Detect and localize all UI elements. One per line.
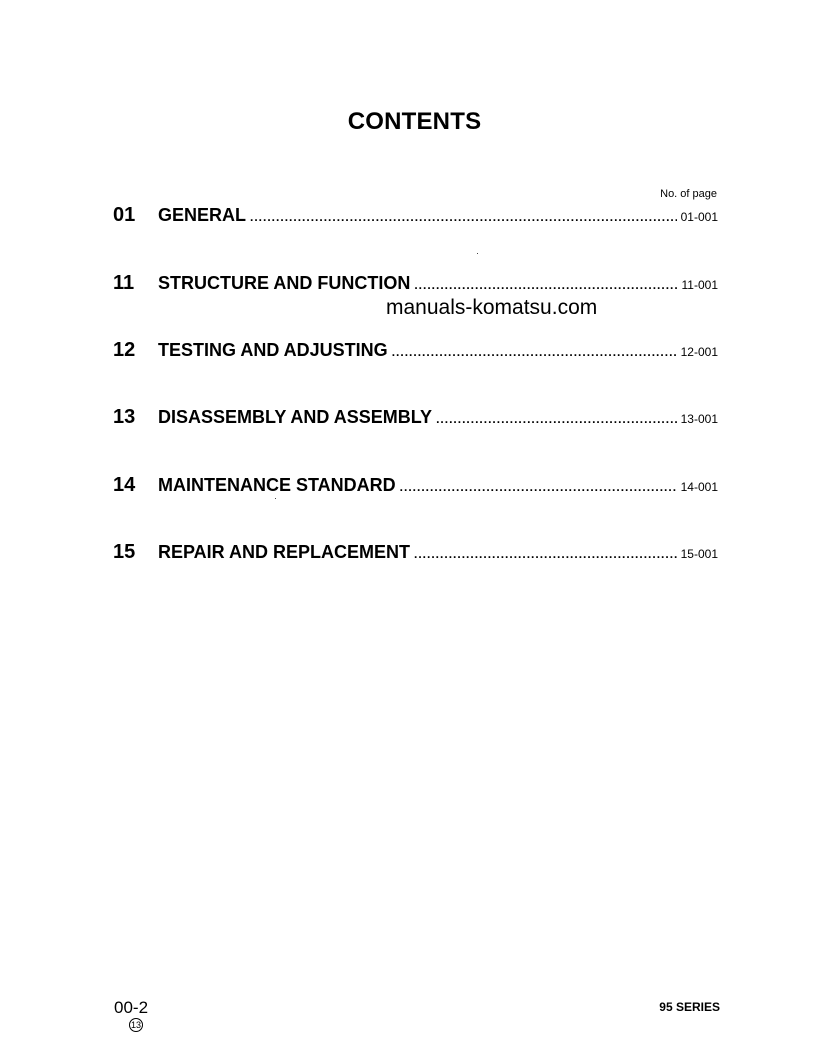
toc-entry[interactable]: [113, 406, 718, 430]
dot-leader: [250, 210, 677, 224]
page-number: 00-2: [114, 998, 149, 1017]
section-page: 01-001: [680, 210, 718, 224]
revision-mark: 13: [130, 1020, 141, 1030]
series-label: 95 SERIES: [659, 1000, 720, 1014]
section-title: MAINTENANCE STANDARD: [158, 475, 396, 495]
section-number: 14: [113, 474, 136, 496]
dot-leader: [414, 547, 677, 561]
scan-speck: [477, 253, 478, 254]
toc-entry[interactable]: [113, 272, 718, 296]
section-page: 15-001: [680, 547, 718, 561]
section-title: REPAIR AND REPLACEMENT: [158, 542, 411, 562]
section-number: 01: [113, 204, 136, 226]
section-page: 13-001: [680, 412, 718, 426]
section-number: 15: [113, 541, 136, 563]
section-number: 13: [113, 406, 136, 428]
toc-entry[interactable]: [113, 204, 718, 228]
section-page: 11-001: [681, 278, 718, 292]
section-page: 12-001: [680, 345, 718, 359]
section-title: STRUCTURE AND FUNCTION: [158, 273, 411, 293]
dot-leader: [414, 278, 677, 292]
section-title: DISASSEMBLY AND ASSEMBLY: [158, 407, 433, 427]
section-number: 12: [113, 339, 136, 361]
section-number: 11: [113, 272, 135, 294]
watermark: manuals-komatsu.com: [386, 296, 598, 319]
toc-entry[interactable]: [113, 474, 718, 498]
dot-leader: [392, 345, 677, 359]
toc-entry[interactable]: [113, 339, 718, 363]
section-title: TESTING AND ADJUSTING: [158, 340, 388, 360]
page-title: CONTENTS: [347, 108, 482, 135]
dot-leader: [436, 412, 677, 426]
toc-entry[interactable]: [113, 541, 718, 565]
section-title: GENERAL: [158, 205, 247, 225]
page-column-header: No. of page: [660, 188, 717, 200]
section-page: 14-001: [680, 480, 718, 494]
scan-speck: [275, 498, 276, 499]
dot-leader: [400, 480, 677, 494]
